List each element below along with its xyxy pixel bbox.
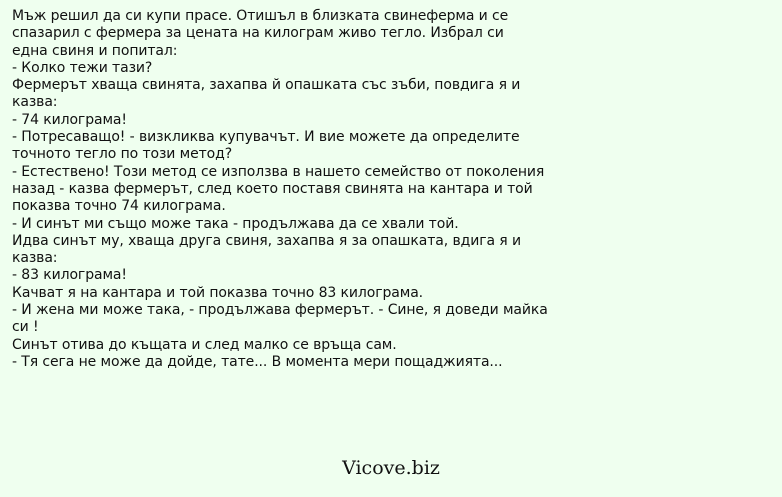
joke-line: - Потресаващо! - визкликва купувачът. И вие можете да определите [12,129,520,146]
joke-line: Мъж решил да си купи прасе. Отишъл в близката свинеферма и се [12,8,509,24]
joke-line: Идва синът му, хваща друга свиня, захапва я за опашката, вдига я и [12,232,521,249]
joke-line: Качват я на кантара и той показва точно 83 килограма. [12,284,424,301]
joke-line: - Естествено! Този метод се използва в нашето семейство от поколения [12,163,545,180]
joke-text [12,8,612,371]
joke-line: - 74 килограма! [12,111,127,128]
joke-line: една свиня и попитал: [12,42,178,59]
joke-line: - И синът ми също може така - продължава да се хвали той. [12,215,459,232]
joke-line: Синът отива до къщата и след малко се връща сам. [12,336,397,353]
joke-line: - 83 килограма! [12,267,127,284]
joke-line: - И жена ми може така, - продължава фермерът. - Сине, я доведи майка [12,302,548,319]
site-footer [0,457,782,479]
joke-line: - Колко тежи тази? [12,59,153,76]
joke-line: - Тя сега не може да дойде, тате... В момента мери пощаджията... [12,353,503,370]
joke-line: точното тегло по този метод? [12,146,233,163]
joke-line: си ! [12,319,39,336]
joke-line: казва: [12,250,58,267]
site-name: Vicove.biz [342,457,440,479]
joke-line: назад - казва фермерът, след което поставя свинята на кантара и той [12,180,533,197]
joke-line: казва: [12,94,58,111]
joke-line: показва точно 74 килограма. [12,198,226,215]
joke-line: спазарил с фермера за цената на килограм живо тегло. Избрал си [12,25,504,42]
joke-line: Фермерът хваща свинята, захапва й опашката със зъби, повдига я и [12,77,521,94]
